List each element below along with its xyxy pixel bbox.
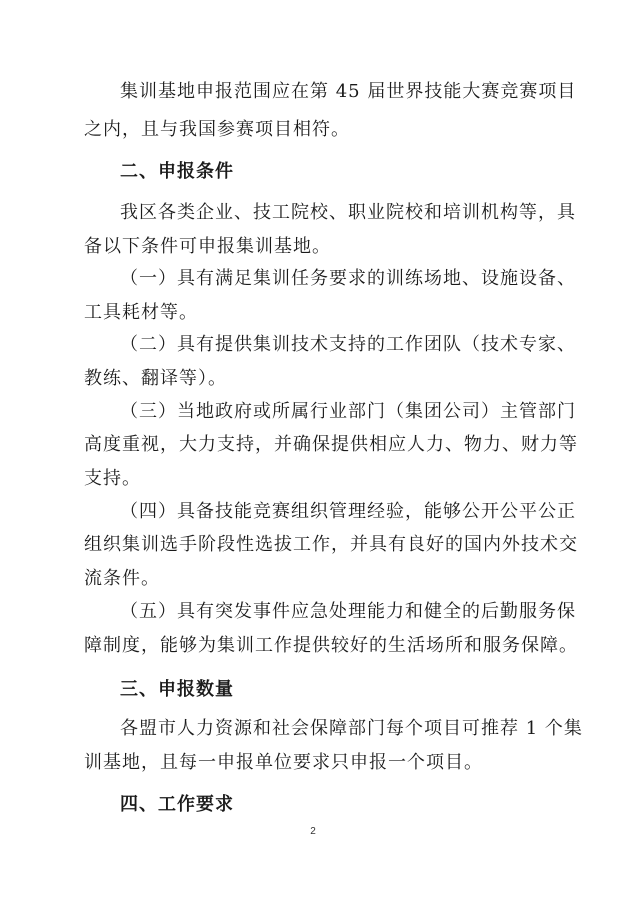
paragraph-1-line-1: 集训基地申报范围应在第 45 届世界技能大赛竞赛项目 xyxy=(120,81,577,102)
section-heading-3: 三、申报数量 xyxy=(120,679,234,700)
paragraph-3-line-2: 训基地，且每一申报单位要求只申报一个项目。 xyxy=(84,752,483,773)
item-3-line-3: 支持。 xyxy=(84,468,141,489)
item-1-line-2: 工具耗材等。 xyxy=(84,302,198,323)
section-heading-4: 四、工作要求 xyxy=(120,794,234,815)
item-1-line-1: （一）具有满足集训任务要求的训练场地、设施设备、 xyxy=(120,268,576,289)
item-3-line-2: 高度重视，大力支持，并确保提供相应人力、物力、财力等 xyxy=(84,434,578,455)
item-2-line-2: 教练、翻译等）。 xyxy=(84,368,227,389)
paragraph-3-line-1: 各盟市人力资源和社会保障部门每个项目可推荐 1 个集 xyxy=(120,718,583,739)
item-4-line-2: 组织集训选手阶段性选拔工作，并具有良好的国内外技术交 xyxy=(84,534,578,555)
item-5-line-2: 障制度，能够为集训工作提供较好的生活场所和服务保障。 xyxy=(84,635,578,656)
item-4-line-1: （四）具备技能竞赛组织管理经验，能够公开公平公正 xyxy=(120,501,576,522)
item-2-line-1: （二）具有提供集训技术支持的工作团队（技术专家、 xyxy=(120,334,576,355)
item-4-line-3: 流条件。 xyxy=(84,568,160,589)
item-5-line-1: （五）具有突发事件应急处理能力和健全的后勤服务保 xyxy=(120,601,576,622)
paragraph-2-line-2: 备以下条件可申报集训基地。 xyxy=(84,236,331,257)
page-number: 2 xyxy=(310,826,316,837)
item-3-line-1: （三）当地政府或所属行业部门（集团公司）主管部门 xyxy=(120,401,576,422)
paragraph-2-line-1: 我区各类企业、技工院校、职业院校和培训机构等，具 xyxy=(120,202,576,223)
section-heading-2: 二、申报条件 xyxy=(120,161,234,182)
paragraph-1-line-2: 之内，且与我国参赛项目相符。 xyxy=(84,119,350,140)
